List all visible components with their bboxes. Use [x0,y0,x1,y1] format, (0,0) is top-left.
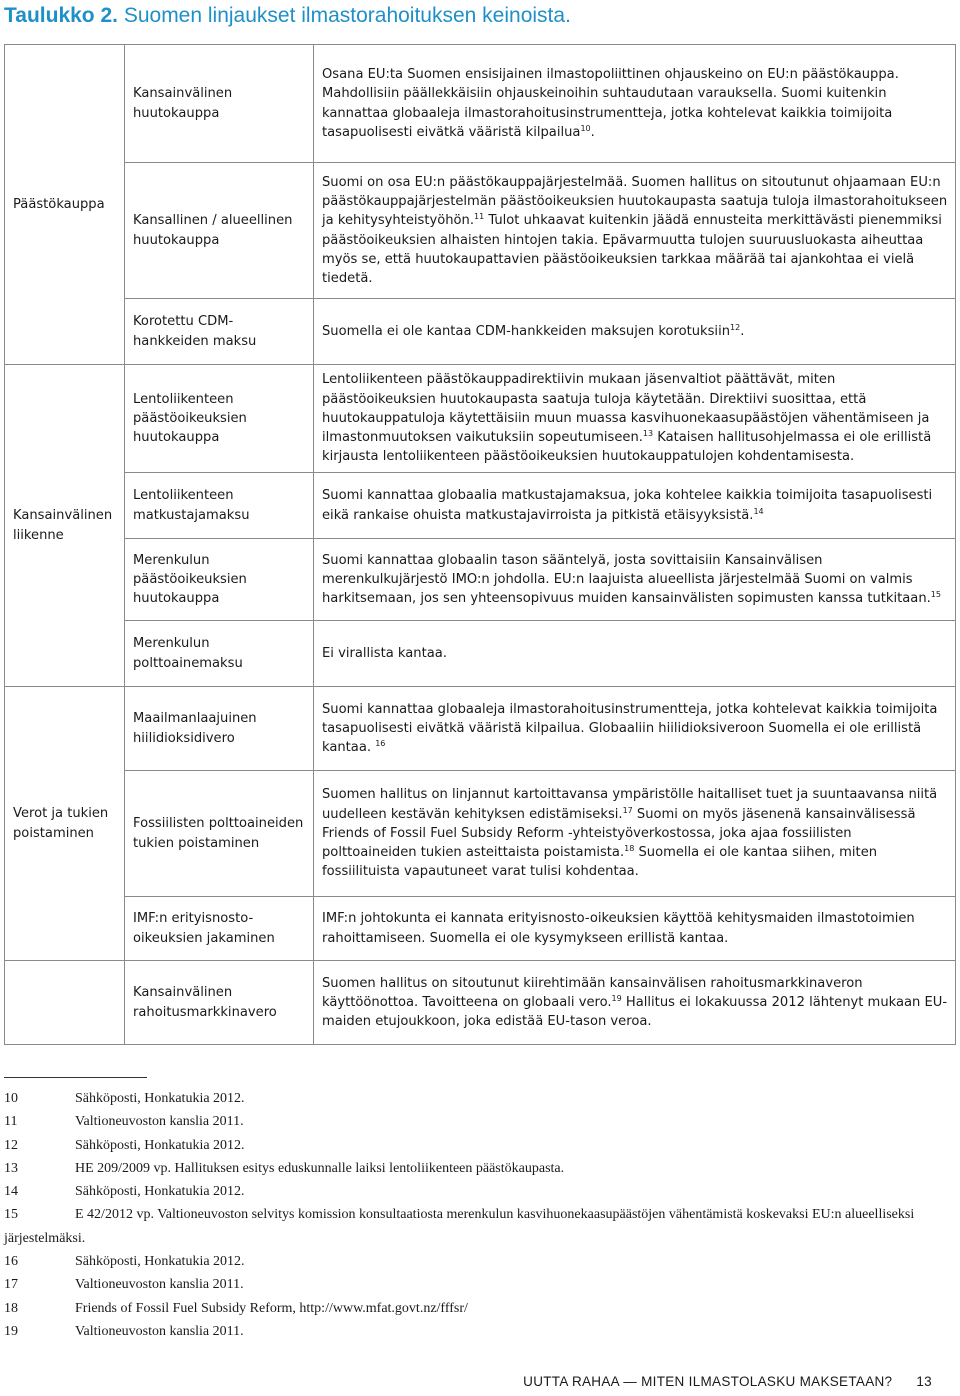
footnote-text: Valtioneuvoston kanslia 2011. [75,1277,244,1293]
footnote-number: 15 [4,1207,18,1223]
instrument-cell [125,897,314,961]
table-row [5,365,956,473]
category-cell [5,45,125,365]
page-footer [523,1374,932,1389]
footnote-number: 19 [4,1323,18,1339]
footnote-number: 12 [4,1137,18,1153]
footnote [4,1297,954,1320]
position-text: Suomi on osa EU:n päästökauppajärjestelmää. Suomen hallitus on sitoutunut ohjaamaan EU:n päästökauppajärjestelmän päästöoikeuksien huutokaupasta saatuja tuloja ilmastorahoitukseen ja kehitysyhteistyöhön. [322,174,948,229]
instrument-cell [125,539,314,621]
instrument-label: Fossiilisten polttoaineiden tukien poistaminen [133,816,304,851]
footnote-divider [4,1077,147,1078]
footnote [4,1203,954,1250]
publication-title: UUTTA RAHAA — MITEN ILMASTOLASKU MAKSETAAN? [523,1374,893,1389]
footnote [4,1134,954,1157]
position-text: Suomen hallitus on sitoutunut kiirehtimään kansainvälisen rahoitusmarkkinaveron käyttöönottoa. Tavoitteena on globaali vero. [322,975,863,1010]
instrument-label: Korotettu CDM-hankkeiden maksu [133,314,257,349]
position-text-tail: Suomi on myös jäsenenä kansainvälisessä Friends of Fossil Fuel Subsidy Reform -yhteistyöverkostossa, joka ajaa fossiilisten polttoaineiden tukien asteittaista poistamista. [322,806,916,861]
footnote [4,1110,954,1133]
footnote-ref: 15 [930,590,941,600]
footnote-number: 17 [4,1277,18,1293]
footnote-number: 13 [4,1160,18,1176]
position-cell [314,365,956,473]
position-text-tail: Hallitus ei lokakuussa 2012 lähtenyt mukaan EU-maiden etujoukkoon, joka edistää EU-tason veroa. [322,994,948,1030]
instrument-label: Kansainvälinen rahoitusmarkkinavero [133,985,277,1020]
instrument-label: Merenkulun polttoainemaksu [133,636,243,671]
footnote [4,1157,954,1180]
table-title-text: Suomen linjaukset ilmastorahoituksen keinoista. [123,4,571,27]
table-row [5,621,956,687]
footnote [4,1273,954,1296]
footnote-number: 16 [4,1254,18,1270]
footnote-text: E 42/2012 vp. Valtioneuvoston selvitys komission konsultaatiosta merenkulun kasvihuonekaasupäästöjen vähentämistä koskevaksi EU:n alueelliseksi järjestelmäksi. [4,1207,915,1246]
position-cell [314,897,956,961]
instrument-cell [125,771,314,897]
instrument-cell [125,621,314,687]
position-text: Osana EU:ta Suomen ensisijainen ilmastopoliittinen ohjauskeino on EU:n päästökauppa. Mahdollisiin päällekkäisiin ohjauskeinoihin suhtaudutaan varauksella. Suomi kuitenkin kannattaa globaaleja ilmastorahoitusinstrumentteja, jotka kohtelevat kaikkia toimijoita tasapuolisesti eivätkä vääristä kilpailua [322,66,899,140]
position-text: Ei virallista kantaa. [322,645,447,661]
footnote-text: Sähköposti, Honkatukia 2012. [75,1091,245,1106]
position-cell [314,473,956,539]
category-cell [5,365,125,687]
footnote-ref: 19 [611,993,622,1003]
footnote-number: 18 [4,1300,18,1316]
footnote-number: 14 [4,1184,18,1200]
footnote-text: Sähköposti, Honkatukia 2012. [75,1254,245,1270]
position-text: Suomi kannattaa globaaleja ilmastorahoitusinstrumentteja, jotka kohtelevat kaikkia toimijoita tasapuolisesti eivätkä vääristä kilpailua. Globaaliin hiilidioksiveroon Suomella ei ole erillistä kantaa. [322,701,938,756]
footnote-text: Valtioneuvoston kanslia 2011. [75,1114,244,1130]
instrument-label: Maailmanlaajuinen hiilidioksidivero [133,711,257,746]
position-text: Suomella ei ole kantaa CDM-hankkeiden maksujen korotuksiin [322,323,731,339]
instrument-label: IMF:n erityisnosto-oikeuksien jakaminen [133,911,275,946]
footnote-ref: 10 [580,123,591,133]
instrument-label: Lentoliikenteen päästöoikeuksien huutokauppa [133,391,247,446]
footnote-text: Sähköposti, Honkatukia 2012. [75,1137,245,1153]
footnote-ref: 12 [730,322,741,332]
position-cell [314,687,956,771]
position-cell [314,45,956,163]
footnote-text: Friends of Fossil Fuel Subsidy Reform, http://www.mfat.govt.nz/fffsr/ [75,1300,468,1316]
footnote-ref: 14 [753,506,764,516]
instrument-cell [125,365,314,473]
position-cell [314,961,956,1045]
instrument-cell [125,473,314,539]
position-cell [314,771,956,897]
footnote [4,1250,954,1273]
table-number: Taulukko 2. [4,4,118,27]
footnote-text: Sähköposti, Honkatukia 2012. [75,1184,245,1200]
climate-finance-table [4,44,956,1045]
footnote-ref: 13 [642,429,654,439]
footnote [4,1087,954,1110]
instrument-cell [125,163,314,299]
table-row [5,897,956,961]
footnote-text: Valtioneuvoston kanslia 2011. [75,1323,244,1339]
position-cell [314,299,956,365]
category-label: Päästökauppa [13,196,105,212]
footnote-ref: 17 [622,805,633,815]
position-cell [314,621,956,687]
footnote-text: HE 209/2009 vp. Hallituksen esitys eduskunnalle laiksi lentoliikenteen päästökaupasta. [75,1160,565,1176]
position-text: Suomen hallitus on linjannut kartoittavansa ympäristölle haitalliset tuet ja suuntaavansa niitä uudelleen kestävän kehityksen edistämiseksi. [322,787,938,822]
position-text-tail: . [590,124,595,140]
category-cell [5,687,125,961]
table-row [5,163,956,299]
footnote [4,1180,954,1203]
footnote-ref: 18 [624,844,635,854]
table-row [5,687,956,771]
position-text-tail: Suomella ei ole kantaa siihen, miten fossiilituista vapautuneet varat tulisi kohdentaa. [322,845,878,880]
position-text: Suomi kannattaa globaalin tason sääntelyä, josta sovittaisiin Kansainvälisen merenkulkujärjestö IMO:n johdolla. EU:n laajuista alueellista järjestelmää Suomi on valmis harkitsemaan, jos sen yhteensopivuus muiden kansainvälisten sopimusten kanssa tutkitaan. [322,552,931,607]
position-text-tail: Tulot uhkaavat kuitenkin jäädä ennusteita merkittävästi pienemmiksi päästöoikeuksien alhaisten hintojen takia. Epävarmuutta tulojen suuruusluokasta aiheuttaa myös se, että huutokaupattavien päästöoikeuksien tarkkaa määrää tai ajankohtaa ei vielä tiedetä. [322,213,942,287]
table-row [5,771,956,897]
position-text-tail: . [740,323,745,339]
category-label: Kansainvälinen liikenne [13,508,113,543]
instrument-cell [125,961,314,1045]
category-label: Verot ja tukien poistaminen [13,806,109,841]
instrument-cell [125,299,314,365]
table-row [5,473,956,539]
page-number: 13 [916,1374,932,1389]
instrument-cell [125,687,314,771]
position-cell [314,539,956,621]
category-cell [5,961,125,1045]
instrument-label: Lentoliikenteen matkustajamaksu [133,488,250,523]
footnote-ref: 16 [375,739,386,749]
table-row [5,961,956,1045]
position-text: IMF:n johtokunta ei kannata erityisnosto-oikeuksien käyttöä kehitysmaiden ilmastotoimien rahoittamiseen. Suomella ei ole kysymykseen erillistä kantaa. [322,911,915,946]
footnote-number: 11 [4,1114,18,1130]
instrument-cell [125,45,314,163]
footnote [4,1320,954,1343]
position-text: Suomi kannattaa globaalia matkustajamaksua, joka kohtelee kaikkia toimijoita tasapuolisesti eikä rankaise ohuista matkustajavirroista ja pitkistä etäisyyksistä. [322,488,933,523]
position-cell [314,163,956,299]
instrument-label: Kansainvälinen huutokauppa [133,86,233,121]
position-text: Lentoliikenteen päästökauppadirektiivin mukaan jäsenvaltiot päättävät, miten päästöoikeuksien huutokaupasta saatuja tuloja käytetään. Direktiivi suosittaa, että huutokauppatuloja käytettäisiin muun muassa kasvihuonekaasupäästöjen vähentämiseen ja ilmastonmuutoksen vaikutuksiin sopeutumiseen. [322,372,930,446]
instrument-label: Kansallinen / alueellinen huutokauppa [133,213,293,248]
instrument-label: Merenkulun päästöoikeuksien huutokauppa [133,552,247,607]
position-text-tail: Kataisen hallitusohjelmassa ei ole erillistä kirjausta lentoliikenteen päästöoikeuksien huutokauppatulojen kohdentamisesta. [322,430,932,465]
footnotes [4,1087,954,1343]
table-row [5,45,956,163]
table-row [5,299,956,365]
table-row [5,539,956,621]
page-title [4,4,571,28]
footnote-ref: 11 [474,212,485,222]
footnote-number: 10 [4,1091,18,1106]
